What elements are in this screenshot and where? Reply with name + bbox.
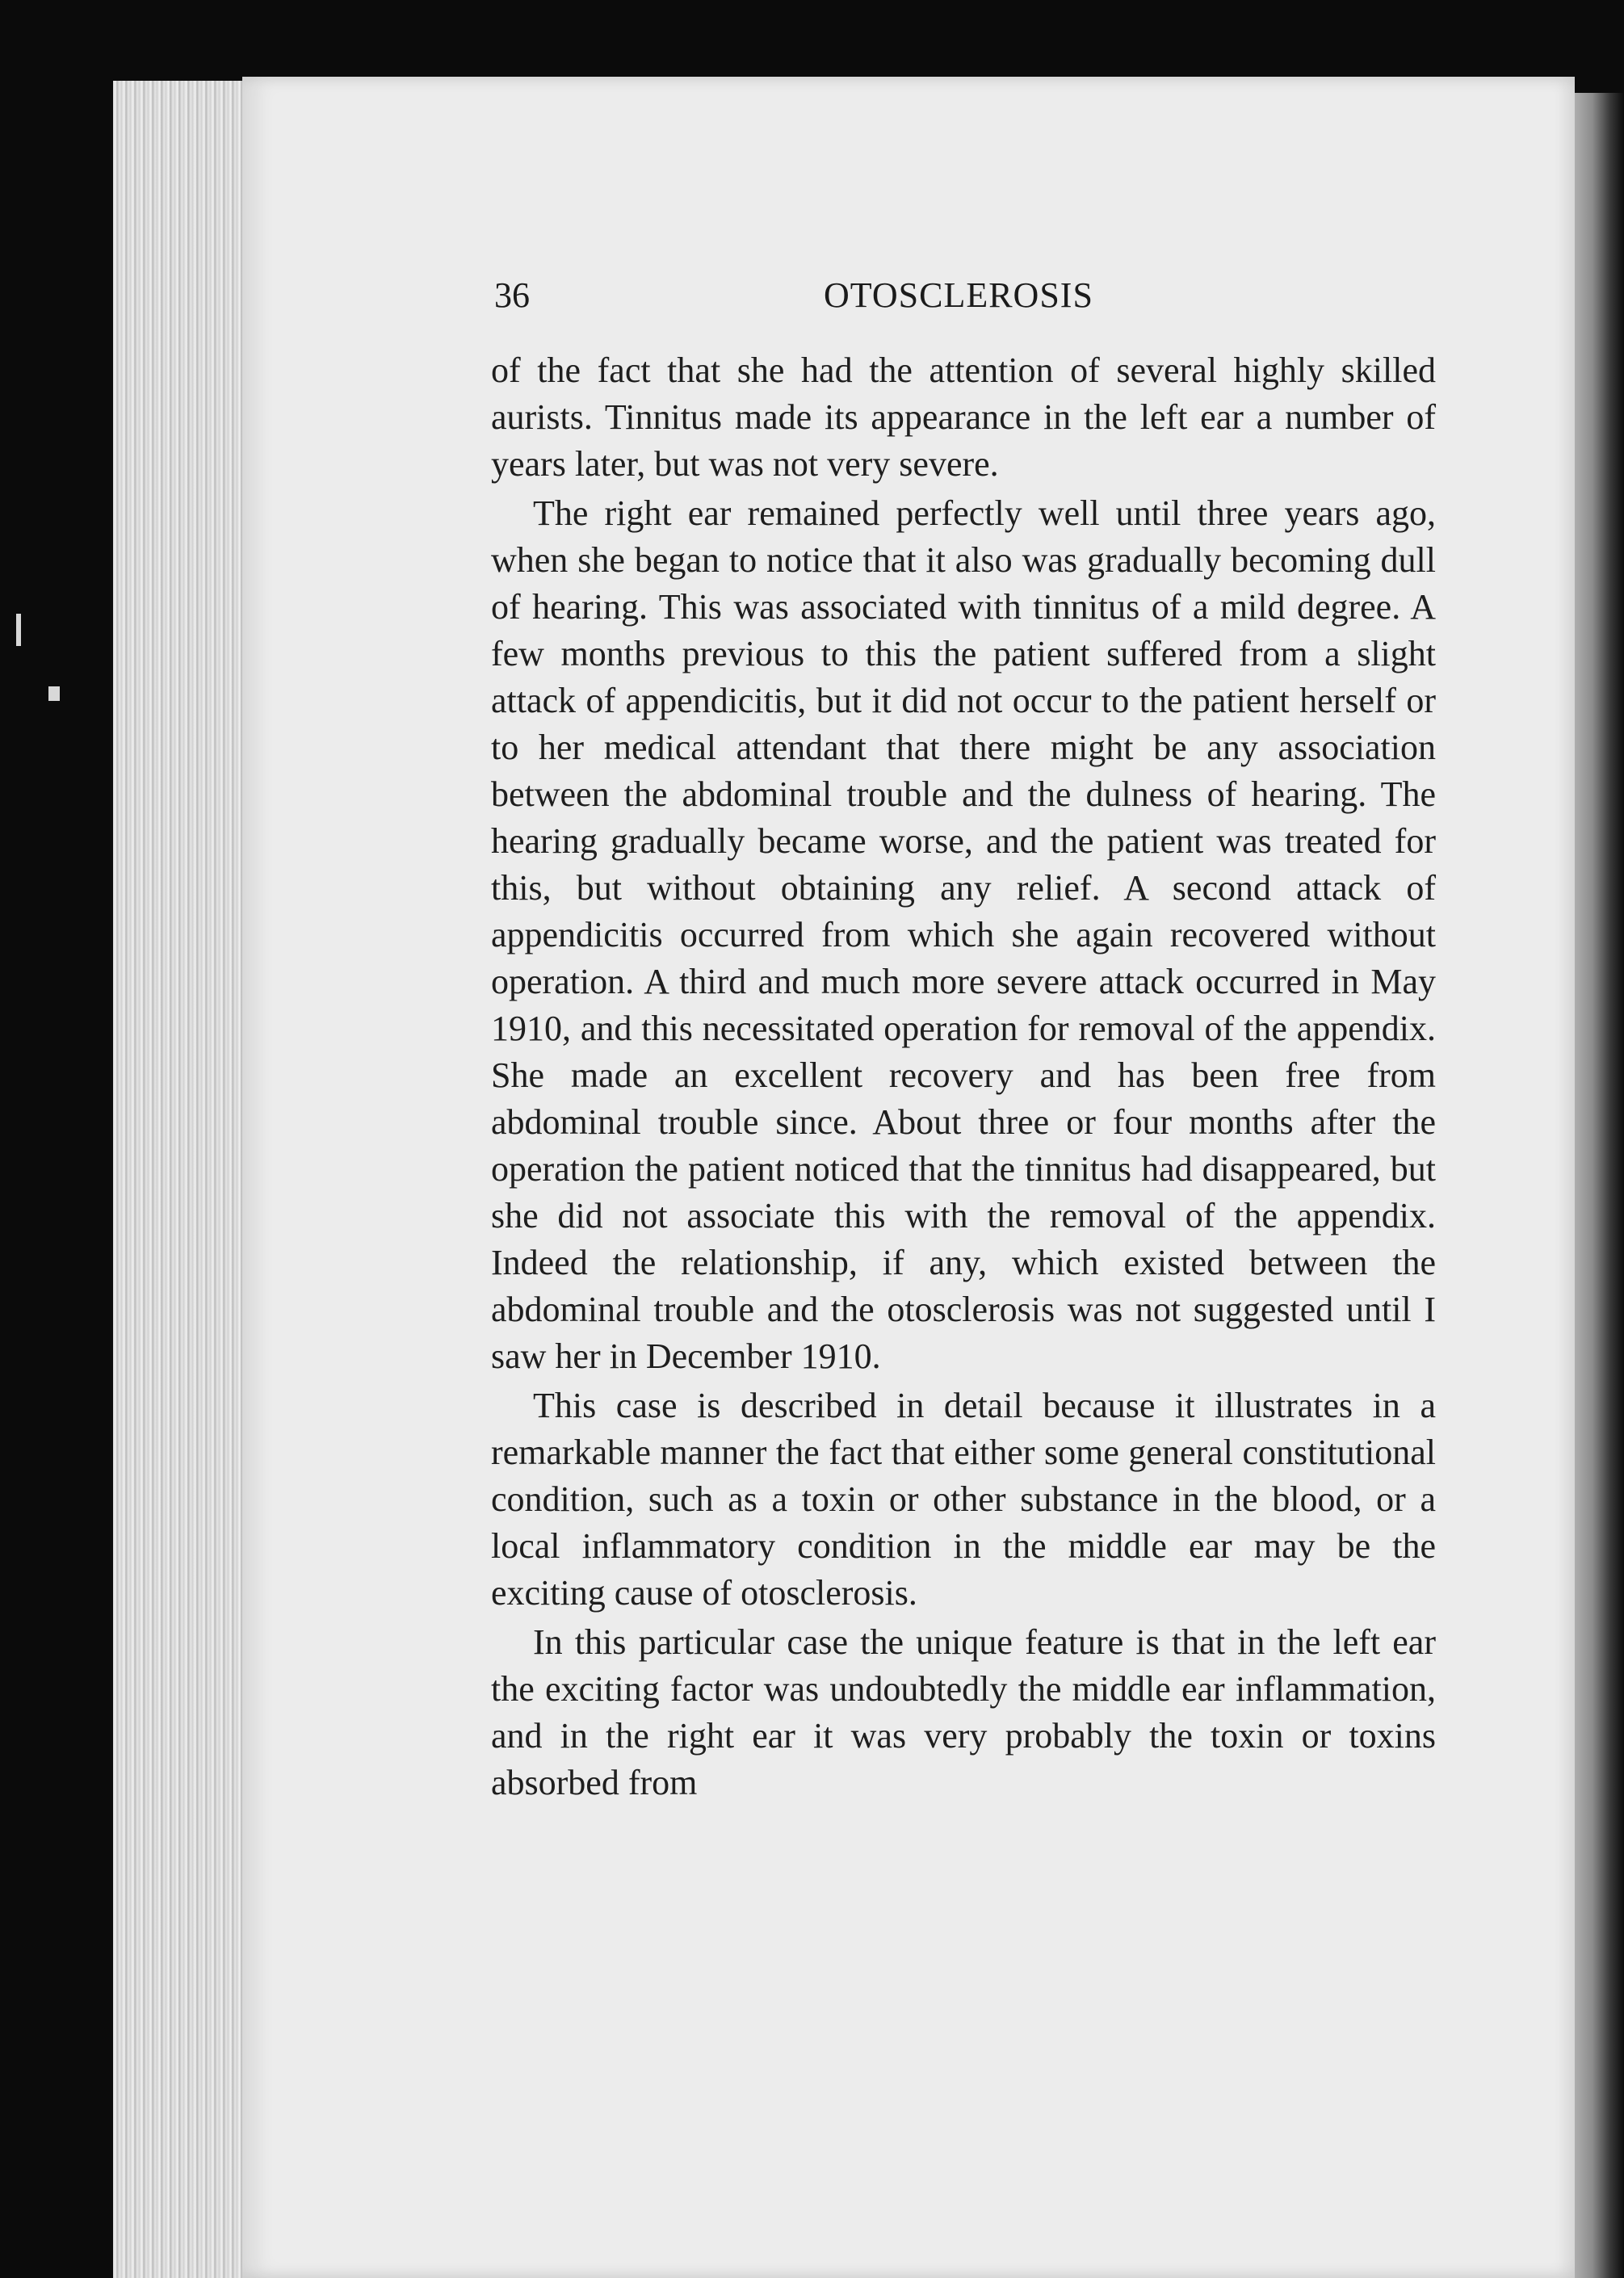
paragraph: The right ear remained perfectly well until three years ago, when she began to notice that it also was gradually becoming dull of hearing. This was associated with tinnitus of a mild degree. A few months previous to this the patient suffered from a slight attack of appendicitis, but it did not occur to the patient herself or to her medical attendant that there might be any association between the abdominal trouble and the dulness of hearing. The hearing gradually became worse, and the patient was treated for this, but without obtaining any relief. A second attack of appendicitis occurred from which she again recovered without operation. A third and much more severe attack occurred in May 1910, and this necessitated operation for removal of the appendix. She made an excellent recovery and has been free from abdominal trouble since. About three or four months after the operation the patient noticed that the tinnitus had disappeared, but she did not associate this with the removal of the appendix. Indeed the relationship, if any, which existed between the abdominal trouble and the otosclerosis was not suggested until I saw her in December 1910. (491, 493, 1436, 1376)
scan-artifact (48, 686, 60, 701)
page-number: 36 (494, 275, 530, 315)
running-head: OTOSCLEROSIS (824, 275, 1093, 315)
paragraph: This case is described in detail because it illustrates in a remarkable manner the fact that either some general constitutional condition, such as a toxin or other substance in the blood, or a local inflammatory condition in the middle ear may be the exciting cause of otosclerosis. (491, 1386, 1436, 1613)
gutter-shadow (1567, 93, 1624, 2278)
page-header (494, 275, 1439, 323)
body-text (491, 347, 1436, 1809)
paragraph: of the fact that she had the attention of several highly skilled aurists. Tinnitus made its appearance in the left ear a number of years later, but was not very severe. (491, 350, 1436, 484)
scan-artifact (16, 614, 21, 646)
paragraph: In this particular case the unique feature is that in the left ear the exciting factor was undoubtedly the middle ear inflammation, and in the right ear it was very probably the toxin or toxins absorbed from (491, 1622, 1436, 1802)
page-edges (113, 81, 254, 2278)
